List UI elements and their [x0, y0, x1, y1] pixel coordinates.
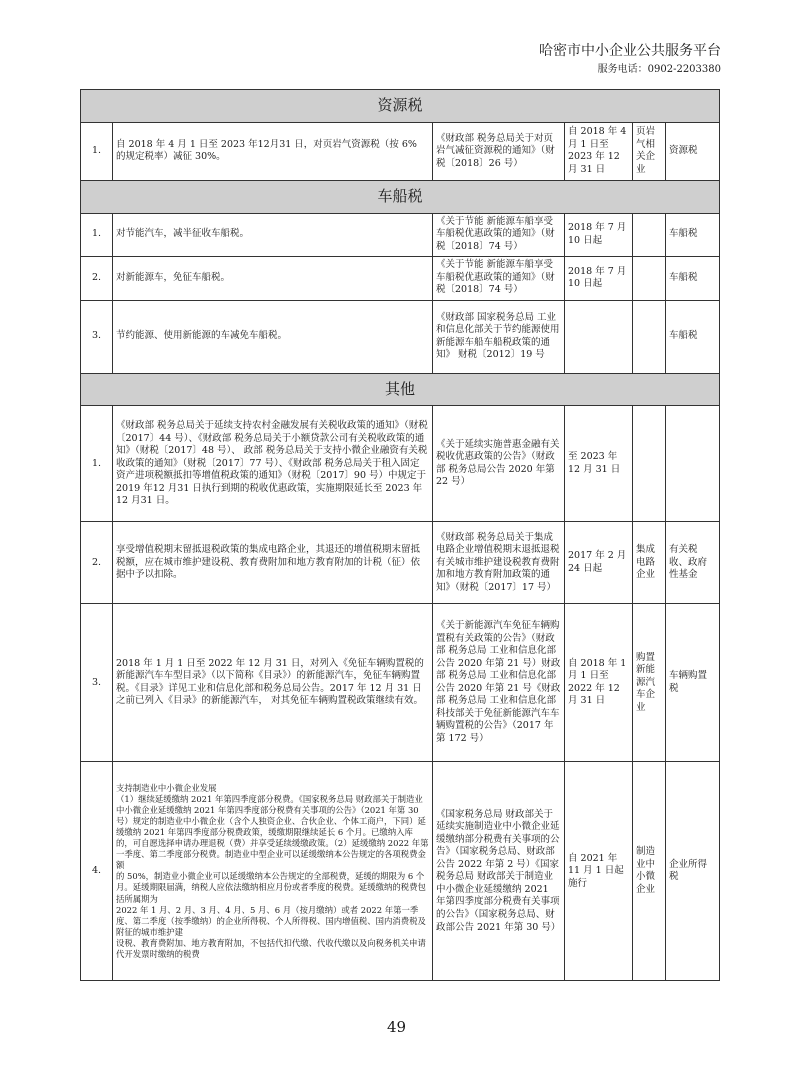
policy-content: 自 2018 年 4 月 1 日至 2023 年12月31 日，对页岩气资源税（按 6% 的规定税率）减征 30%。: [113, 122, 433, 180]
tax-type: 车船税: [666, 300, 720, 373]
tax-type: 车船税: [666, 213, 720, 256]
policy-basis: 《关于延续实施普惠金融有关税收优惠政策的公告》（财政部 税务总局公告 2020 年第 22 号）: [433, 406, 565, 522]
row-number: 4.: [81, 762, 113, 981]
tax-type: 资源税: [666, 122, 720, 180]
policy-content: 支持制造业中小微企业发展 （1）继续延缓缴纳 2021 年第四季度部分税费。《国家税务总局 财政部关于制造业中小微企业延缓缴纳 2021 年第四季度部分税费有关事项的公告》（2021 年第 30 号）规定的制造业中小微企业（含个人独资企业、合伙企业、个体工商户，下同）延缓缴纳 2021 年第四季度部分税费政策，缓缴期限继续延长 6 个月。已缴纳入库的，可自愿选择申请办理退税（费）并享受延续缓缴政策。（2）延缓缴纳 2022 年第一季度、第二季度部分税费。制造业中型企业可以延缓缴纳本公告规定的各项税费金额 的 50%，制造业小微企业可以延缓缴纳本公告规定的全部税费，延缓的期限为 6 个月。延缓期限届满，纳税人应依法缴纳相应月份或者季度的税费。延缓缴纳的税费包括所属期为 2022 年 1 月、2 月、3 月、4 月、5 月、6 月（按月缴纳）或者 2022 年第一季度、第二季度（按季缴纳）的企业所得税、个人所得税、国内增值税、国内消费税及附征的城市维护建 设税、教育费附加、地方教育附加，不包括代扣代缴、代收代缴以及向税务机关申请代开发票时缴纳的税费: [113, 762, 433, 981]
page-number: 49: [386, 1018, 407, 1036]
table-row: [81, 213, 720, 256]
policy-basis: 《财政部 国家税务总局 工业和信息化部关于节约能源使用新能源车船车船税政策的通知》 财税〔2012〕19 号: [433, 300, 565, 373]
section-header-row: [81, 373, 720, 406]
section-header-row: [81, 90, 720, 123]
effective-period: 2018 年 7 月 10 日起: [565, 213, 633, 256]
policy-basis: 《关于节能 新能源车船享受车船税优惠政策的通知》（财税〔2018〕74 号）: [433, 213, 565, 256]
policy-content: 节约能源、使用新能源的车减免车船税。: [113, 300, 433, 373]
applicable-object: 页岩气相关企业: [633, 122, 666, 180]
section-title: 车船税: [81, 180, 720, 213]
policy-basis: 《国家税务总局 财政部关于延续实施制造业中小微企业延缓缴纳部分税费有关事项的公告》（国家税务总局、财政部公告 2022 年第 2 号）《国家税务总局 财政部关于制造业中小微企业延缓缴纳 2021 年第四季度部分税费有关事项的公告》（国家税务总局、财政部公告 2021 年第 30 号）: [433, 762, 565, 981]
policy-content: 对新能源车，免征车船税。: [113, 256, 433, 300]
tax-type: 企业所得税: [666, 762, 720, 981]
policy-basis: 《财政部 税务总局关于对页岩气减征资源税的通知》（财税〔2018〕26 号）: [433, 122, 565, 180]
platform-title: 哈密市中小企业公共服务平台: [539, 43, 721, 59]
row-number: 2.: [81, 256, 113, 300]
effective-period: 自 2018 年 4 月 1 日至 2023 年 12 月 31 日: [565, 122, 633, 180]
effective-period: 自 2021 年 11 月 1 日起施行: [565, 762, 633, 981]
table-row: [81, 122, 720, 180]
effective-period: 至 2023 年 12 月 31 日: [565, 406, 633, 522]
table-row: [81, 762, 720, 981]
applicable-object: [633, 300, 666, 373]
row-number: 1.: [81, 406, 113, 522]
tax-type: 车辆购置税: [666, 604, 720, 762]
policy-basis: 《财政部 税务总局关于集成电路企业增值税期末退抵退税有关城市维护建设税教育费附加和地方教育附加政策的通知》（财税〔2017〕17 号）: [433, 522, 565, 604]
table-row: [81, 300, 720, 373]
policy-content: 享受增值税期末留抵退税政策的集成电路企业，其退还的增值税期末留抵税额，应在城市维护建设税、教育费附加和地方教育附加的计税（征）依据中予以扣除。: [113, 522, 433, 604]
section-title: 资源税: [81, 90, 720, 123]
table-row: [81, 604, 720, 762]
row-number: 3.: [81, 300, 113, 373]
applicable-object: 购置新能源汽车企业: [633, 604, 666, 762]
tax-type: 有关税收、政府性基金: [666, 522, 720, 604]
applicable-object: 集成电路企业: [633, 522, 666, 604]
row-number: 3.: [81, 604, 113, 762]
effective-period: [565, 300, 633, 373]
row-number: 1.: [81, 213, 113, 256]
table-row: [81, 406, 720, 522]
table-row: [81, 256, 720, 300]
service-phone: 服务电话：0902-2203380: [597, 64, 721, 75]
effective-period: 2018 年 7 月 10 日起: [565, 256, 633, 300]
tax-type: 车船税: [666, 256, 720, 300]
section-title: 其他: [81, 373, 720, 406]
table-row: [81, 522, 720, 604]
section-header-row: [81, 180, 720, 213]
row-number: 1.: [81, 122, 113, 180]
row-number: 2.: [81, 522, 113, 604]
tax-policy-table: [80, 89, 720, 981]
policy-content: 2018 年 1 月 1 日至 2022 年 12 月 31 日，对列入《免征车辆购置税的新能源汽车车型目录》（以下简称《目录》）的新能源汽车，免征车辆购置税。《目录》详见工业和信息化部和税务总局公告。2017 年 12 月 31 日之前已列入《目录》的新能源汽车， 对其免征车辆购置税政策继续有效。: [113, 604, 433, 762]
applicable-object: [633, 406, 666, 522]
effective-period: 2017 年 2 月 24 日起: [565, 522, 633, 604]
policy-content: 对节能汽车，减半征收车船税。: [113, 213, 433, 256]
applicable-object: [633, 256, 666, 300]
policy-basis: 《关于新能源汽车免征车辆购置税有关政策的公告》（财政部 税务总局 工业和信息化部公告 2020 年第 21 号）财政部 税务总局 工业和信息化部公告 2020 年第 21 号《财政部 税务总局 工业和信息化部 科技部关于免征新能源汽车车辆购置税的公告》（2017 年第 172 号）: [433, 604, 565, 762]
applicable-object: [633, 213, 666, 256]
effective-period: 自 2018 年 1 月 1 日至 2022 年 12 月 31 日: [565, 604, 633, 762]
policy-basis: 《关于节能 新能源车船享受车船税优惠政策的通知》（财税〔2018〕74 号）: [433, 256, 565, 300]
tax-type: [666, 406, 720, 522]
policy-content: 《财政部 税务总局关于延续支持农村金融发展有关税收政策的通知》（财税〔2017〕44 号）、《财政部 税务总局关于小额贷款公司有关税收政策的通知》（财税〔2017〕48 号）、 政部 税务总局关于支持小微企业融资有关税收政策的通知》（财税〔2017〕77 号）、《财政部 税务总局关于租入固定资产进项税额抵扣等增值税政策的通知》（财税〔2017〕90 号）中规定于2019 年12 月31 日执行到期的税收优惠政策，实施期限延长至 2023 年12 月31 日。: [113, 406, 433, 522]
applicable-object: 制造业中小微企业: [633, 762, 666, 981]
